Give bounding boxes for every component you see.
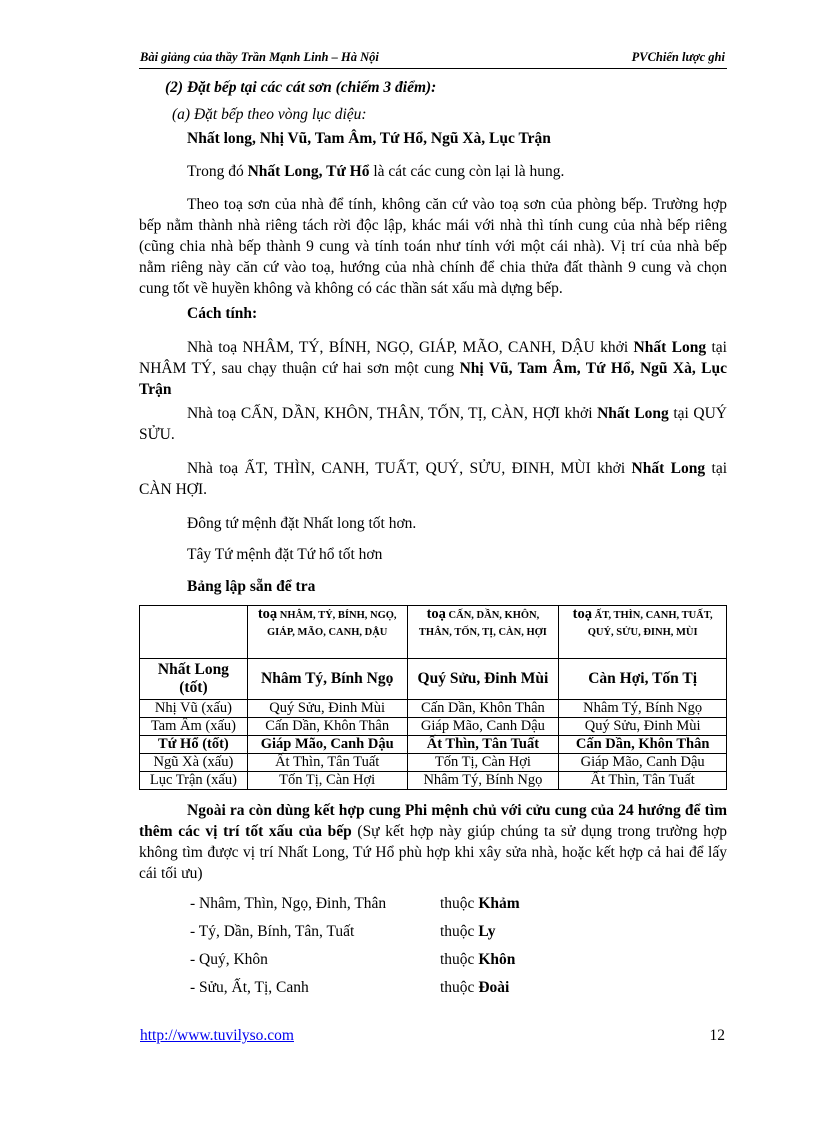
table-cell: Quý Sửu, Đinh Mùi xyxy=(247,700,407,718)
note-dong-tu: Đông tứ mệnh đặt Nhất long tốt hơn. xyxy=(187,515,417,532)
table-header-cell: toạ ẤT, THÌN, CANH, TUẤT, QUÝ, SỬU, ĐINH, MÙI xyxy=(559,606,727,659)
table-cell: Giáp Mão, Canh Dậu xyxy=(559,754,727,772)
rule-can-dan: Nhà toạ CẤN, DẦN, KHÔN, THÂN, TỐN, TỊ, CÀN, HỢI khởi Nhất Long tại QUÝ SỬU. xyxy=(139,405,727,443)
mapping-item-left: - Nhâm, Thìn, Ngọ, Đinh, Thân xyxy=(190,895,387,912)
table-row xyxy=(140,736,727,754)
table-corner-cell xyxy=(140,606,248,659)
cycle-list: Nhất long, Nhị Vũ, Tam Âm, Tứ Hổ, Ngũ Xà, Lục Trận xyxy=(187,130,551,147)
mapping-item-right: thuộc Khảm xyxy=(440,895,520,912)
table-header-cell: toạ NHÂM, TÝ, BÍNH, NGỌ, GIÁP, MÃO, CANH, DẬU xyxy=(247,606,407,659)
paragraph-sitting: Theo toạ sơn của nhà để tính, không căn cứ vào toạ sơn của phòng bếp. Trường hợp bếp nằm thành nhà riêng tách rời độc lập, khác mái với nhà thì tính cung của nhà bếp riêng (cũng chia nhà bếp thành 9 cung và tính toán như tính với một cái nhà). Vị trí của nhà bếp nằm riêng này căn cứ vào toạ, hướng của nhà chính để chia thửa đất thành 9 cung và chọn cung tốt về huyền không và không có các thần sát xấu mà dựng bếp. xyxy=(139,196,727,297)
table-cell: Cấn Dần, Khôn Thân xyxy=(407,700,559,718)
table-row xyxy=(140,772,727,790)
table-header-row xyxy=(140,606,727,659)
rule-at-thin: Nhà toạ ẤT, THÌN, CANH, TUẤT, QUÝ, SỬU, ĐINH, MÙI khởi Nhất Long tại CÀN HỢI. xyxy=(139,460,728,498)
row-label: Tam Âm (xấu) xyxy=(140,718,248,736)
table-cell: Ất Thìn, Tân Tuất xyxy=(247,754,407,772)
row-label: Tứ Hổ (tốt) xyxy=(140,736,248,754)
table-row xyxy=(140,754,727,772)
table-cell: Nhâm Tý, Bính Ngọ xyxy=(247,659,407,700)
method-title: Cách tính: xyxy=(187,305,258,322)
table-title: Bảng lập sẵn để tra xyxy=(187,578,316,595)
mapping-item-left: - Tý, Dần, Bính, Tân, Tuất xyxy=(190,923,355,940)
row-label: Nhị Vũ (xấu) xyxy=(140,700,248,718)
table-cell: Quý Sửu, Đinh Mùi xyxy=(407,659,559,700)
table-row xyxy=(140,700,727,718)
page-number: 12 xyxy=(709,1027,725,1044)
table-header-cell: toạ CẤN, DẦN, KHÔN, THÂN, TỐN, TỊ, CÀN, HỢI xyxy=(407,606,559,659)
mapping-item-right: thuộc Khôn xyxy=(440,951,516,968)
table-cell: Tốn Tị, Càn Hợi xyxy=(407,754,559,772)
table-cell: Quý Sửu, Đinh Mùi xyxy=(559,718,727,736)
table-cell: Giáp Mão, Canh Dậu xyxy=(407,718,559,736)
subsection-title: (a) Đặt bếp theo vòng lục diệu: xyxy=(172,106,367,123)
mapping-item-left: - Sửu, Ất, Tị, Canh xyxy=(190,979,309,996)
table-cell: Giáp Mão, Canh Dậu xyxy=(247,736,407,754)
lookup-table xyxy=(139,605,727,790)
table-cell: Cấn Dần, Khôn Thân xyxy=(559,736,727,754)
table-cell: Nhâm Tý, Bính Ngọ xyxy=(407,772,559,790)
rule-nham-ty: Nhà toạ NHÂM, TÝ, BÍNH, NGỌ, GIÁP, MÃO, CANH, DẬU khởi Nhất Long tại NHÂM TÝ, sau chạy thuận cứ hai sơn một cung Nhị Vũ, Tam Âm, Tứ Hổ, Ngũ Xà, Lục Trận xyxy=(139,339,727,398)
table-row xyxy=(140,659,727,700)
table-cell: Nhâm Tý, Bính Ngọ xyxy=(559,700,727,718)
table-cell: Ất Thìn, Tân Tuất xyxy=(407,736,559,754)
row-label: Lục Trận (xấu) xyxy=(140,772,248,790)
header-left: Bài giảng của thầy Trần Mạnh Linh – Hà Nội xyxy=(140,50,379,64)
mapping-item-right: thuộc Đoài xyxy=(440,979,510,996)
paragraph-auspicious: Trong đó Nhất Long, Tứ Hổ là cát các cung còn lại là hung. xyxy=(187,163,565,180)
section-title: (2) Đặt bếp tại các cát sơn (chiếm 3 điểm): xyxy=(165,79,437,96)
mapping-item-left: - Quý, Khôn xyxy=(190,951,268,968)
mapping-item-right: thuộc Ly xyxy=(440,923,496,940)
header-right: PVChiến lược ghi xyxy=(631,50,725,64)
paragraph-combination: Ngoài ra còn dùng kết hợp cung Phi mệnh chủ với cửu cung của 24 hướng để tìm thêm các vị trí tốt xấu của bếp (Sự kết hợp này giúp chúng ta sử dụng trong trường hợp không tìm được vị trí Nhất Long, Tứ Hổ phù hợp khi xây sửa nhà, hoặc kết hợp cả hai để lấy cái tối ưu) xyxy=(139,802,727,882)
table-cell: Tốn Tị, Càn Hợi xyxy=(247,772,407,790)
row-label: Nhất Long (tốt) xyxy=(140,659,248,700)
header-divider xyxy=(139,68,727,69)
table-row xyxy=(140,718,727,736)
row-label: Ngũ Xà (xấu) xyxy=(140,754,248,772)
table-cell: Càn Hợi, Tốn Tị xyxy=(559,659,727,700)
note-tay-tu: Tây Tứ mệnh đặt Tứ hổ tốt hơn xyxy=(187,546,383,563)
table-cell: Cấn Dần, Khôn Thân xyxy=(247,718,407,736)
footer-website-link[interactable]: http://www.tuvilyso.com xyxy=(140,1027,294,1044)
table-cell: Ất Thìn, Tân Tuất xyxy=(559,772,727,790)
